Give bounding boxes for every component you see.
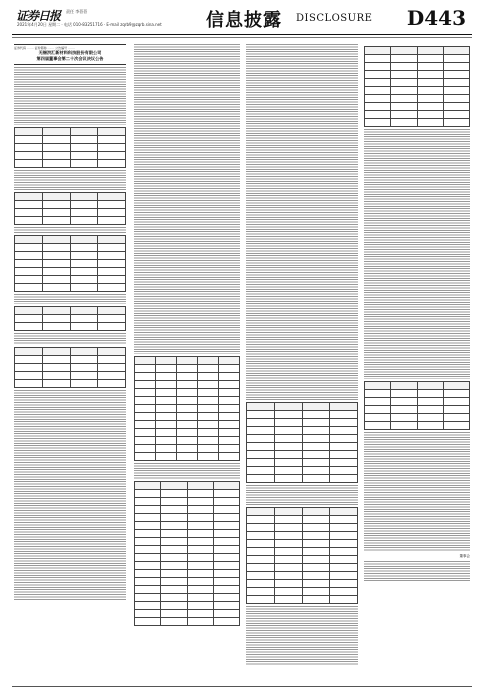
body-text: [364, 129, 470, 379]
newspaper-logo: 证券日报: [16, 9, 61, 23]
data-table: [364, 381, 470, 430]
announcement-title-line2: 第四届董事会第二十次会议决议公告: [36, 56, 104, 61]
body-text: [246, 606, 358, 666]
data-table: [14, 347, 126, 388]
announcement-title-line1: 无锡洪汇新材料科技股份有限公司: [38, 50, 102, 55]
footer-rule: [12, 686, 472, 687]
body-text: [14, 67, 126, 125]
body-text: [14, 333, 126, 345]
masthead: [12, 4, 472, 48]
announcement-codes: 证券代码 ······· 证券简称 ······· 公告编号 ·······: [14, 46, 75, 50]
data-table: [14, 192, 126, 225]
data-table: [246, 402, 358, 483]
body-text: [364, 561, 470, 581]
body-text: [134, 44, 240, 354]
body-text: [364, 432, 470, 552]
data-table: [134, 481, 240, 626]
section-title: 信息披露: [206, 10, 282, 31]
body-text: [14, 390, 126, 600]
masthead-rule-thin: [12, 37, 472, 38]
data-table: [364, 46, 470, 127]
masthead-rule: [12, 34, 472, 35]
data-table: [246, 507, 358, 604]
date-contact-line: 2021年4月20日 星期二 · 电话 010-83251716 · E-mail zqrb9@zqrb.sina.net: [17, 22, 162, 27]
column-2: [134, 44, 240, 676]
body-text: [246, 485, 358, 505]
body-text: [246, 44, 358, 400]
data-table: [14, 127, 126, 168]
data-table: [14, 235, 126, 292]
announcement-header: [14, 44, 126, 65]
body-text: [14, 227, 126, 233]
column-4: [364, 44, 470, 676]
signature: 董事会: [459, 554, 470, 558]
data-table: [14, 306, 126, 331]
body-text: [134, 463, 240, 479]
editor-line: 责任 李蓓蓓: [66, 9, 88, 14]
column-3: [246, 44, 358, 676]
data-table: [134, 356, 240, 461]
section-title-en: DISCLOSURE: [296, 13, 373, 24]
page-number: D443: [406, 6, 466, 30]
column-1: [14, 44, 126, 676]
body-text: [14, 170, 126, 190]
body-text: [14, 294, 126, 304]
